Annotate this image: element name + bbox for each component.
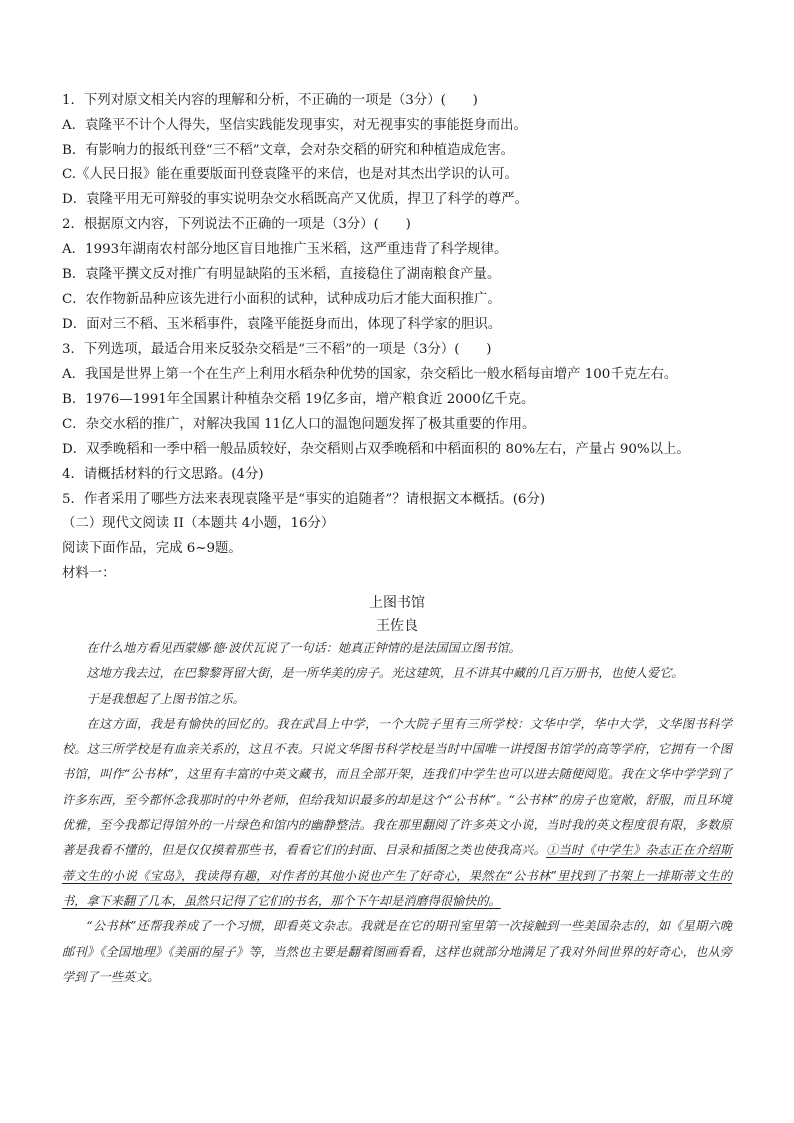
question-3-option-a: A．我国是世界上第一个在生产上利用水稻杂种优势的国家，杂交稻比一般水稻每亩增产 100千克左右。 [62, 367, 678, 382]
question-3-stem: 3．下列选项，最适合用来反驳杂交稻是“三不稻”的一项是（3分）( ) [62, 342, 492, 357]
question-4: 4．请概括材料的行文思路。(4分) [62, 467, 264, 482]
question-2-option-c: C．农作物新品种应该先进行小面积的试种，试种成功后才能大面积推广。 [62, 292, 501, 307]
question-3-option-d: D．双季晚稻和一季中稻一般品质较好，杂交稻则占双季晚稻和中稻面积的 80%左右，产量占 90%以上。 [62, 442, 690, 457]
question-1-option-c: C.《人民日报》能在重要版面刊登袁隆平的来信，也是对其杰出学识的认可。 [62, 167, 518, 182]
reading-instruction: 阅读下面作品，完成 6~9题。 [62, 541, 242, 556]
question-2-option-b: B．袁隆平撰文反对推广有明显缺陷的玉米稻，直接稳住了湖南粮食产量。 [62, 267, 501, 282]
question-1-option-b: B．有影响力的报纸刊登“三不稻”文章，会对杂交稻的研究和种植造成危害。 [62, 143, 515, 158]
essay-paragraph: 于是我想起了上图书馆之乐。 [86, 691, 245, 706]
question-1-option-d: D．袁隆平用无可辩驳的事实说明杂交水稻既高产又优质，捍卫了科学的尊严。 [62, 192, 529, 207]
question-3-option-b: B．1976—1991年全国累计种植杂交稻 19亿多亩，增产粮食近 2000亿千克。 [62, 392, 535, 407]
essay-paragraph: 这地方我去过，在巴黎黎胥留大街，是一所华美的房子。光这建筑，且不讲其中藏的几百万册书，也使人爱它。 [86, 666, 684, 681]
material-label: 材料一： [62, 566, 116, 581]
essay-paragraph [62, 712, 732, 914]
essay-paragraph-text: 在这方面，我是有愉快的回忆的。我在武昌上中学，一个大院子里有三所学校：文华中学，华中大学，文华图书科学校。这三所学校是有血亲关系的，这且不表。只说文华图书科学校是当时中国唯一讲授图书馆学的高等学府，它拥有一个图书馆，叫作“公书林”，这里有丰富的中英文藏书，而且全部开架，连我们中学生也可以进去随便阅览。我在文华中学学到了许多东西，至今都怀念我那时的中外老师，但给我知识最多的却是这个“公书林”。“公书林”的房子也宽敞，舒服，而且环境优雅，至今我都记得馆外的一片绿色和馆内的幽静整洁。我在那里翻阅了许多英文小说，当时我的英文程度很有限，多数原著是我看不懂的，但是仅仅摸着那些书，看看它们的封面、目录和插图之类也使我高兴。 [62, 716, 732, 858]
essay-body [62, 636, 732, 990]
question-2-stem: 2．根据原文内容，下列说法不正确的一项是（3分）( ) [62, 217, 411, 232]
question-1-stem: 1．下列对原文相关内容的理解和分析，不正确的一项是（3分）( ) [62, 93, 478, 108]
question-2-option-d: D．面对三不稻、玉米稻事件，袁隆平能挺身而出，体现了科学家的胆识。 [62, 317, 502, 332]
question-2-option-a: A．1993年湖南农村部分地区盲目地推广玉米稻，这严重违背了科学规律。 [62, 242, 508, 257]
essay-paragraph: “公书林”还帮我养成了一个习惯，即看英文杂志。我就是在它的期刊室里第一次接触到一些美国杂志的，如《星期六晚邮刊》《全国地理》《美丽的屋子》等，当然也主要是翻着图画看看，这样也就部分地满足了我对外间世界的好奇心，也从旁学到了一些英文。 [62, 919, 732, 984]
essay-author: 王佐良 [376, 618, 418, 634]
essay-title: 上图书馆 [369, 595, 425, 611]
question-5: 5．作者采用了哪些方法来表现袁隆平是“事实的追随者”？请根据文本概括。(6分) [62, 492, 546, 507]
question-1-option-a: A．袁隆平不计个人得失，坚信实践能发现事实，对无视事实的事能挺身而出。 [62, 118, 527, 133]
underlined-sentence-1: ①当时《中学生》杂志正在介绍斯蒂文生的小说《宝岛》，我读得有趣，对作者的其他小说也产生了好奇心，果然在“公书林”里找到了书架上一排斯蒂文生的书，拿下来翻了几本，虽然只记得了它们的书名，那个下午却是消磨得很愉快的。 [62, 843, 733, 908]
section-heading: （二）现代文阅读 II（本题共 4小题，16分） [62, 516, 335, 531]
question-3-option-c: C．杂交水稻的推广，对解决我国 11亿人口的温饱问题发挥了极其重要的作用。 [62, 417, 536, 432]
essay-paragraph: 在什么地方看见西蒙娜·德·波伏瓦说了一句话：她真正钟情的是法国国立图书馆。 [86, 641, 521, 655]
